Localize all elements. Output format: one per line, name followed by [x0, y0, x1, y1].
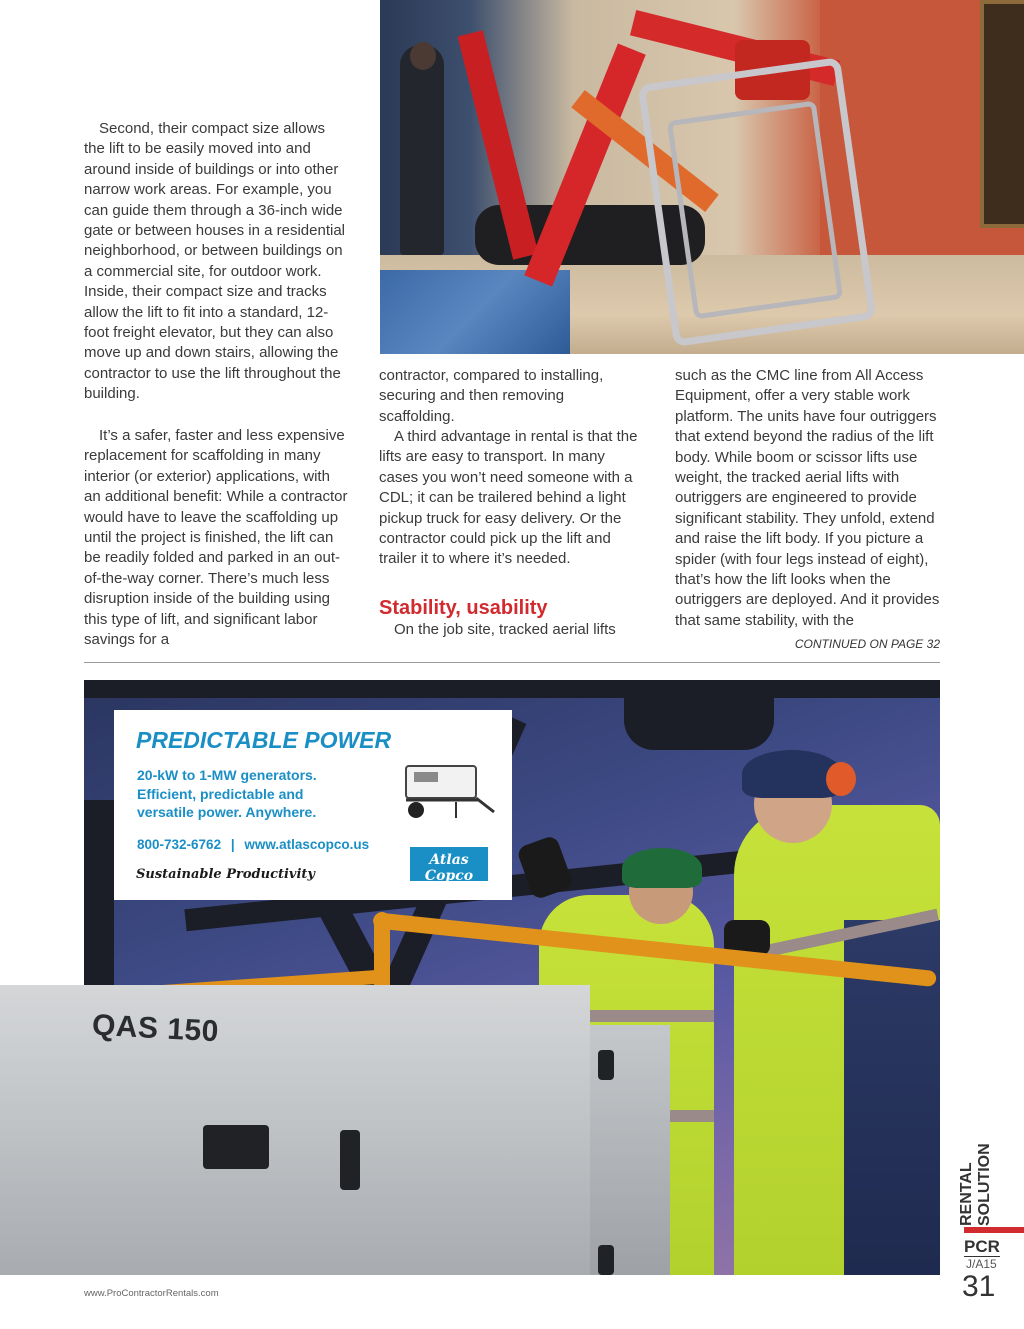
- ad-description-line: versatile power. Anywhere.: [137, 804, 317, 820]
- article-column-1-paragraph-2: [84, 426, 349, 650]
- ad-description-line: Efficient, predictable and: [137, 785, 304, 802]
- magazine-abbrev: PCR: [964, 1237, 1000, 1256]
- paragraph: A third advantage in rental is that the lifts are easy to transport. In many cases you won’t need someone with a CDL; it can be trailered behind a light pickup truck for easy delivery. Or the contractor could pick up the lift and trailer it to where it’s needed.: [379, 428, 638, 568]
- paragraph: such as the CMC line from All Access Equipment, offer a very stable work platform. The units have four outriggers that extend beyond the radius of the lift body. While boom or scissor lifts use weight, the tracked aerial lifts with outriggers are engineered to provide significant stability. They unfold, extend and raise the lift body. If you picture a spider (with four legs instead of eight), that’s how the lift looks when the outriggers are deployed. And it provides that same stability, with the: [675, 367, 940, 629]
- ad-description-line: 20-kW to 1-MW generators.: [137, 767, 317, 783]
- section-tab: [958, 1128, 1018, 1226]
- ad-steel-beam: [84, 680, 940, 698]
- article-column-2-paragraph-3: [379, 620, 643, 640]
- article-column-2-paragraph-2: [379, 427, 643, 570]
- photo-lift-basket-inner: [667, 101, 843, 320]
- paragraph: It’s a safer, faster and less expensive replacement for scaffolding in many interior (or exterior) applications, with an additional benefit: While a contractor would have to leave the scaffolding up until the project is finished, the lift can be readily folded and parked in an out-of-the-way corner. There’s much less disruption inside of the building using this type of lift, and significant labor savings for a: [84, 427, 348, 649]
- atlas-copco-logo-text: Atlas Copco: [424, 852, 474, 884]
- ad-steel-hook: [624, 680, 774, 750]
- generator-latch: [203, 1125, 269, 1169]
- tracked-lift-photo: [380, 0, 1024, 354]
- issue-label: J/A15: [966, 1257, 997, 1271]
- paragraph: contractor, compared to installing, securing and then removing scaffolding.: [379, 367, 604, 425]
- generator-trailer-icon: [386, 762, 496, 822]
- section-tab-line: RENTAL: [958, 1162, 975, 1226]
- ad-generator: [0, 985, 590, 1275]
- ad-phone[interactable]: 800-732-6762: [137, 837, 222, 852]
- article-column-3-paragraph-1: [675, 366, 940, 631]
- photo-worker-head: [410, 42, 436, 70]
- ad-headline: PREDICTABLE POWER: [136, 727, 392, 753]
- section-tab-label: [958, 1128, 1018, 1226]
- ad-separator: |: [230, 837, 235, 852]
- ad-worker-helmet: [622, 848, 702, 888]
- section-tab-line: SOLUTION: [976, 1143, 993, 1226]
- generator-hinge: [340, 1130, 360, 1190]
- ad-contact-line: [137, 837, 369, 852]
- generator-hinge: [598, 1050, 614, 1080]
- ad-description: [137, 766, 367, 822]
- ad-tagline: Sustainable Productivity: [136, 867, 315, 882]
- footer-website-link[interactable]: www.ProContractorRentals.com: [84, 1288, 219, 1299]
- photo-worker: [400, 45, 444, 255]
- section-tab-accent: [964, 1227, 1024, 1233]
- article-column-1-paragraph-1: [84, 119, 346, 405]
- paragraph: On the job site, tracked aerial lifts: [394, 621, 616, 638]
- photo-painting-frame: [980, 0, 1024, 228]
- generator-hinge: [598, 1245, 614, 1275]
- ad-ear-protector: [826, 762, 856, 796]
- page-number: 31: [962, 1270, 996, 1303]
- divider: [84, 662, 940, 663]
- generator-model-label: QAS 150: [91, 1008, 220, 1049]
- paragraph: Second, their compact size allows the lift to be easily moved into and around inside of buildings or into other narrow work areas. For example, you can guide them through a 36-inch wide gate or between houses in a residential neighborhood, or between buildings on a commercial site, for outdoor work. Inside, their compact size and tracks allow the lift to fit into a standard, 12-foot freight elevator, but they can also move up and down stairs, allowing the contractor to use the lift throughout the building.: [84, 120, 346, 403]
- section-subheading: Stability, usability: [379, 597, 548, 619]
- article-column-2-paragraph-1: [379, 366, 643, 427]
- ad-website-link[interactable]: www.atlascopco.us: [244, 837, 370, 852]
- continued-on-page-link[interactable]: CONTINUED ON PAGE 32: [794, 637, 940, 651]
